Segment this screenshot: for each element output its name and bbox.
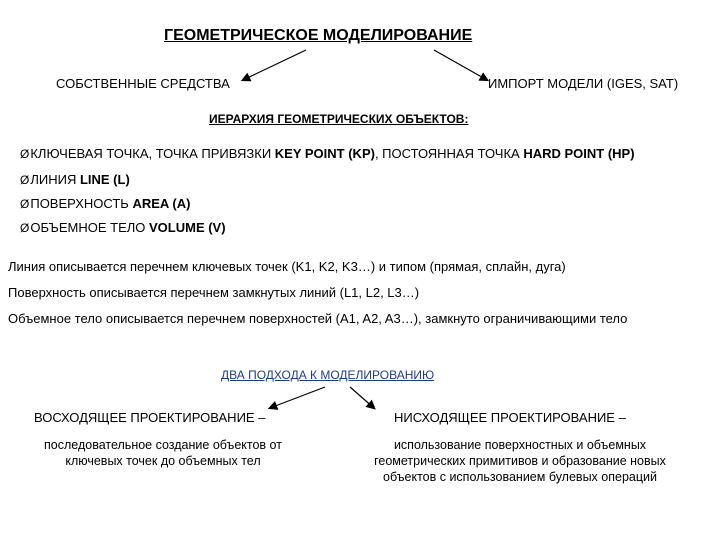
top-down-title: НИСХОДЯЩЕЕ ПРОЕКТИРОВАНИЕ – [394, 410, 626, 425]
bullet-area: ØПОВЕРХНОСТЬ AREA (A) [20, 196, 191, 211]
bullet-line: ØЛИНИЯ LINE (L) [20, 172, 130, 187]
hierarchy-heading: ИЕРАРХИЯ ГЕОМЕТРИЧЕСКИХ ОБЪЕКТОВ: [209, 112, 469, 126]
bullet-key-point: ØКЛЮЧЕВАЯ ТОЧКА, ТОЧКА ПРИВЯЗКИ KEY POINT (KP), ПОСТОЯННАЯ ТОЧКА HARD POINT (HP) [20, 146, 635, 161]
top-down-description: использование поверхностных и объемных геометрических примитивов и образование новых объектов с использованием булевых операций [374, 438, 666, 484]
arrow-to-left-approach [270, 387, 325, 408]
branch-left: СОБСТВЕННЫЕ СРЕДСТВА [56, 76, 230, 91]
bullet-marker: Ø [20, 173, 30, 187]
bullet-marker: Ø [20, 197, 30, 211]
bottom-up-description: последовательное создание объектов от ключевых точек до объемных тел [44, 438, 282, 468]
bullet-marker: Ø [20, 147, 30, 161]
branch-right: ИМПОРТ МОДЕЛИ (IGES, SAT) [488, 76, 679, 91]
arrow-to-right-approach [350, 387, 374, 408]
description-volume: Объемное тело описывается перечнем поверхностей (A1, A2, A3…), замкнуто ограничивающими тело [8, 311, 628, 326]
description-line: Линия описывается перечнем ключевых точек (K1, K2, K3…) и типом (прямая, сплайн, дуга) [8, 259, 566, 274]
bullet-marker: Ø [20, 221, 30, 235]
arrow-to-left-branch [243, 50, 306, 80]
description-area: Поверхность описывается перечнем замкнутых линий (L1, L2, L3…) [8, 285, 420, 300]
bullet-volume: ØОБЪЕМНОЕ ТЕЛО VOLUME (V) [20, 220, 226, 235]
arrow-to-right-branch [434, 50, 487, 80]
approaches-heading: ДВА ПОДХОДА К МОДЕЛИРОВАНИЮ [221, 368, 435, 382]
bottom-up-title: ВОСХОДЯЩЕЕ ПРОЕКТИРОВАНИЕ – [34, 410, 266, 425]
page-title: ГЕОМЕТРИЧЕСКОЕ МОДЕЛИРОВАНИЕ [164, 27, 473, 44]
